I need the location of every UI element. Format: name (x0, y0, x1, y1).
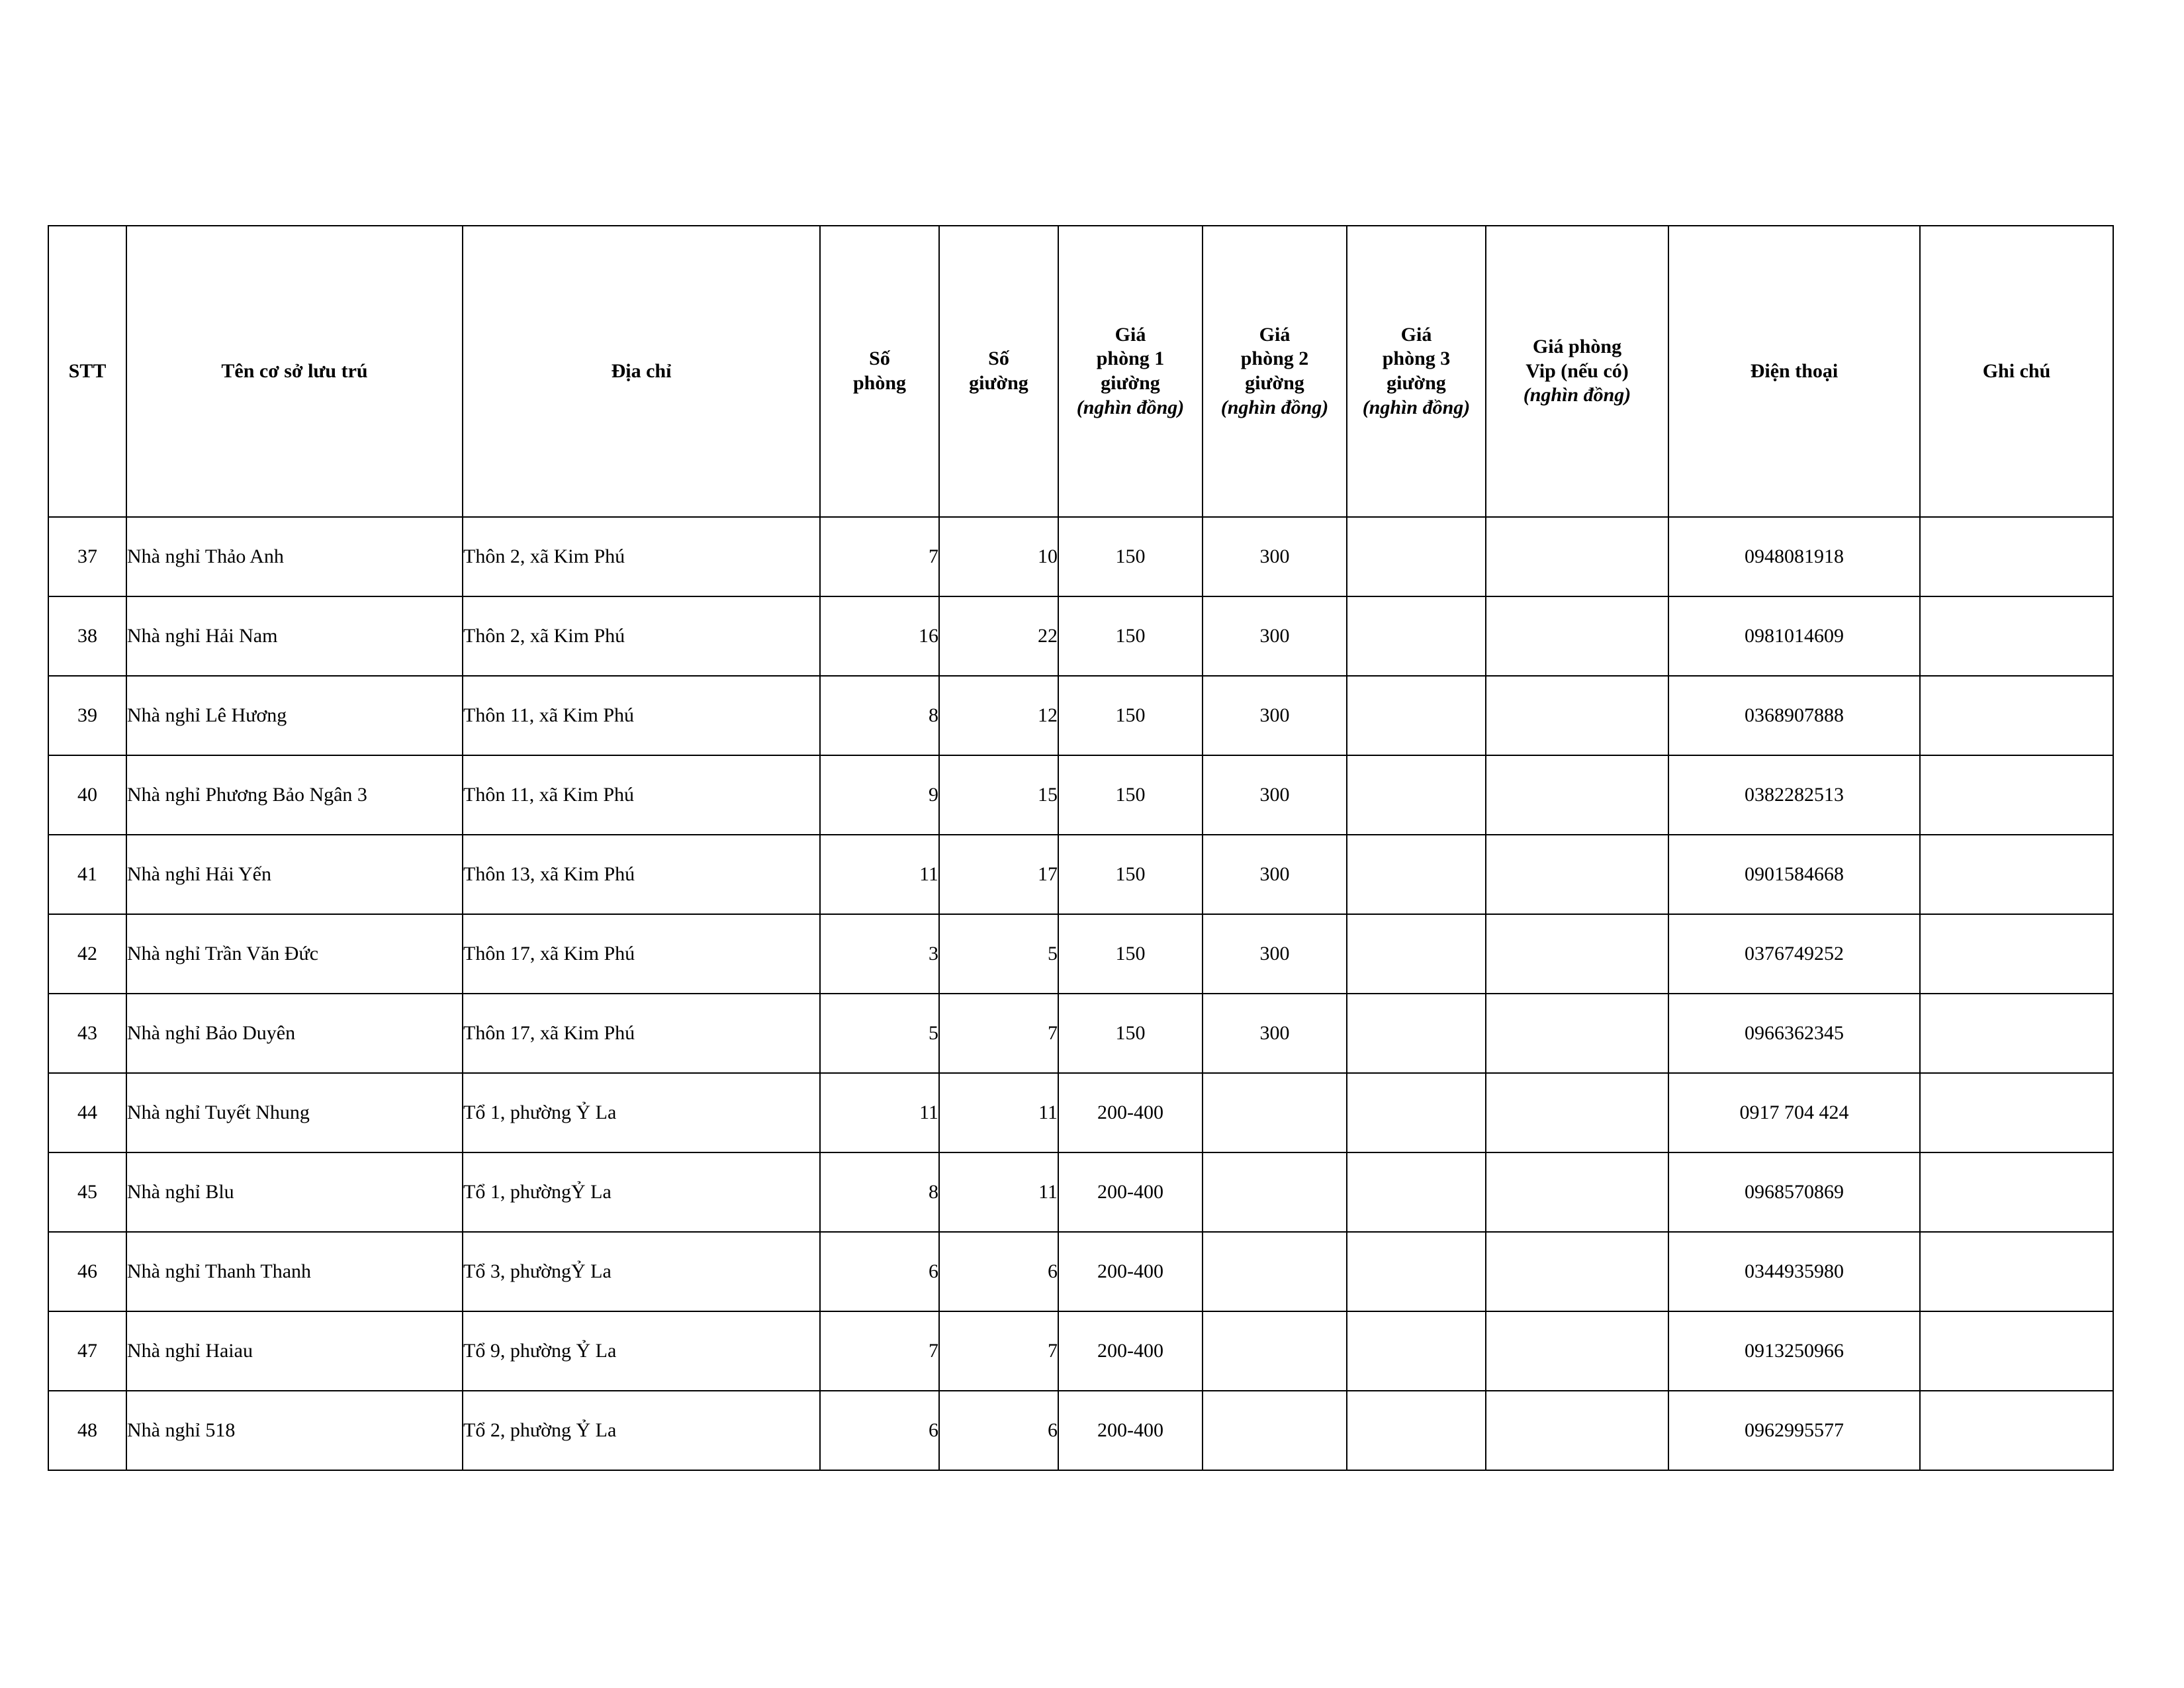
cell-name: Nhà nghỉ Tuyết Nhung (126, 1073, 463, 1152)
column-header-price1-line1: Giá (1115, 323, 1146, 346)
cell-price-1-bed: 200-400 (1058, 1311, 1203, 1391)
cell-rooms: 6 (820, 1391, 939, 1470)
column-header-price3-line2: phòng 3 (1382, 348, 1451, 370)
table-row (48, 1311, 2113, 1391)
table-row (48, 676, 2113, 755)
cell-price-2-bed: 300 (1203, 517, 1347, 596)
cell-name: Nhà nghỉ Lê Hương (126, 676, 463, 755)
cell-note (1920, 994, 2113, 1073)
cell-rooms: 8 (820, 1152, 939, 1232)
cell-price-2-bed (1203, 1152, 1347, 1232)
cell-rooms: 7 (820, 1311, 939, 1391)
cell-price-1-bed: 200-400 (1058, 1232, 1203, 1311)
column-header-price1-unit: (nghìn đồng) (1076, 396, 1185, 418)
cell-rooms: 6 (820, 1232, 939, 1311)
cell-phone: 0913250966 (1668, 1311, 1920, 1391)
cell-phone: 0368907888 (1668, 676, 1920, 755)
column-header-beds-line1: Số (988, 348, 1009, 370)
cell-address: Thôn 17, xã Kim Phú (463, 914, 820, 994)
table-row (48, 596, 2113, 676)
cell-phone: 0917 704 424 (1668, 1073, 1920, 1152)
table-row (48, 835, 2113, 914)
cell-price-3-bed (1347, 1073, 1486, 1152)
cell-price-1-bed: 150 (1058, 835, 1203, 914)
cell-price-1-bed: 200-400 (1058, 1152, 1203, 1232)
cell-address: Tổ 3, phườngỶ La (463, 1232, 820, 1311)
cell-phone: 0981014609 (1668, 596, 1920, 676)
cell-address: Thôn 13, xã Kim Phú (463, 835, 820, 914)
column-header-vip-line1: Giá phòng (1532, 336, 1622, 358)
table-row (48, 1391, 2113, 1470)
cell-stt: 38 (48, 596, 126, 676)
cell-phone: 0382282513 (1668, 755, 1920, 835)
cell-rooms: 3 (820, 914, 939, 994)
cell-stt: 42 (48, 914, 126, 994)
column-header-vip-unit: (nghìn đồng) (1523, 384, 1631, 406)
cell-price-2-bed (1203, 1073, 1347, 1152)
table-header (48, 226, 2113, 517)
cell-price-3-bed (1347, 835, 1486, 914)
column-header-vip-line2: Vip (nếu có) (1525, 359, 1629, 382)
cell-price-1-bed: 150 (1058, 676, 1203, 755)
cell-price-3-bed (1347, 517, 1486, 596)
table-row (48, 914, 2113, 994)
cell-price-3-bed (1347, 1311, 1486, 1391)
column-header-rooms-line1: Số (869, 348, 890, 370)
table-body (48, 517, 2113, 1470)
cell-price-vip (1486, 596, 1668, 676)
column-header-price2-line2: phòng 2 (1240, 348, 1309, 370)
cell-price-vip (1486, 914, 1668, 994)
cell-address: Thôn 17, xã Kim Phú (463, 994, 820, 1073)
cell-price-2-bed (1203, 1391, 1347, 1470)
cell-price-3-bed (1347, 755, 1486, 835)
cell-note (1920, 1073, 2113, 1152)
cell-stt: 46 (48, 1232, 126, 1311)
cell-price-vip (1486, 1152, 1668, 1232)
column-header-price1-line3: giường (1101, 372, 1160, 394)
cell-name: Nhà nghỉ Blu (126, 1152, 463, 1232)
column-header-price1-line2: phòng 1 (1096, 348, 1165, 370)
cell-note (1920, 1391, 2113, 1470)
cell-price-vip (1486, 1311, 1668, 1391)
cell-beds: 11 (939, 1152, 1058, 1232)
cell-price-vip (1486, 676, 1668, 755)
cell-price-vip (1486, 835, 1668, 914)
cell-stt: 44 (48, 1073, 126, 1152)
cell-stt: 48 (48, 1391, 126, 1470)
cell-name: Nhà nghỉ 518 (126, 1391, 463, 1470)
cell-price-vip (1486, 755, 1668, 835)
cell-rooms: 5 (820, 994, 939, 1073)
cell-rooms: 9 (820, 755, 939, 835)
cell-name: Nhà nghỉ Bảo Duyên (126, 994, 463, 1073)
cell-beds: 6 (939, 1391, 1058, 1470)
cell-address: Thôn 11, xã Kim Phú (463, 676, 820, 755)
cell-price-3-bed (1347, 1232, 1486, 1311)
table-row (48, 517, 2113, 596)
column-header-price3-line1: Giá (1400, 323, 1432, 346)
cell-phone: 0966362345 (1668, 994, 1920, 1073)
table-row (48, 994, 2113, 1073)
cell-phone: 0376749252 (1668, 914, 1920, 994)
column-header-price3-line3: giường (1387, 372, 1446, 394)
cell-stt: 40 (48, 755, 126, 835)
cell-rooms: 16 (820, 596, 939, 676)
column-header-name (126, 226, 463, 517)
cell-price-vip (1486, 1073, 1668, 1152)
cell-note (1920, 1232, 2113, 1311)
cell-price-1-bed: 150 (1058, 994, 1203, 1073)
cell-name: Nhà nghỉ Hải Nam (126, 596, 463, 676)
cell-price-3-bed (1347, 994, 1486, 1073)
cell-price-1-bed: 200-400 (1058, 1073, 1203, 1152)
column-header-price-2-bed (1203, 226, 1347, 517)
cell-note (1920, 1311, 2113, 1391)
cell-price-1-bed: 150 (1058, 755, 1203, 835)
cell-note (1920, 596, 2113, 676)
cell-stt: 45 (48, 1152, 126, 1232)
cell-stt: 39 (48, 676, 126, 755)
cell-beds: 12 (939, 676, 1058, 755)
cell-price-3-bed (1347, 596, 1486, 676)
cell-price-vip (1486, 517, 1668, 596)
cell-address: Thôn 2, xã Kim Phú (463, 596, 820, 676)
cell-stt: 41 (48, 835, 126, 914)
cell-address: Tổ 1, phườngỶ La (463, 1152, 820, 1232)
column-header-price-3-bed (1347, 226, 1486, 517)
cell-name: Nhà nghỉ Hải Yến (126, 835, 463, 914)
column-header-phone (1668, 226, 1920, 517)
column-header-price-1-bed (1058, 226, 1203, 517)
column-header-name-label: Tên cơ sở lưu trú (221, 359, 368, 382)
cell-address: Thôn 2, xã Kim Phú (463, 517, 820, 596)
cell-note (1920, 1152, 2113, 1232)
table-row (48, 1073, 2113, 1152)
cell-stt: 37 (48, 517, 126, 596)
cell-address: Tổ 1, phường Ỷ La (463, 1073, 820, 1152)
cell-address: Tổ 2, phường Ỷ La (463, 1391, 820, 1470)
cell-name: Nhà nghỉ Trần Văn Đức (126, 914, 463, 994)
cell-price-1-bed: 150 (1058, 914, 1203, 994)
cell-price-2-bed: 300 (1203, 755, 1347, 835)
cell-rooms: 11 (820, 835, 939, 914)
cell-name: Nhà nghỉ Thanh Thanh (126, 1232, 463, 1311)
column-header-stt (48, 226, 126, 517)
column-header-price2-line1: Giá (1259, 323, 1291, 346)
column-header-address (463, 226, 820, 517)
cell-price-vip (1486, 994, 1668, 1073)
cell-beds: 17 (939, 835, 1058, 914)
cell-price-3-bed (1347, 1391, 1486, 1470)
column-header-rooms-line2: phòng (852, 372, 907, 394)
cell-rooms: 7 (820, 517, 939, 596)
column-header-rooms (820, 226, 939, 517)
column-header-price3-unit: (nghìn đồng) (1362, 396, 1471, 418)
cell-phone: 0962995577 (1668, 1391, 1920, 1470)
cell-address: Tổ 9, phường Ỷ La (463, 1311, 820, 1391)
cell-phone: 0968570869 (1668, 1152, 1920, 1232)
cell-beds: 22 (939, 596, 1058, 676)
cell-rooms: 8 (820, 676, 939, 755)
table-row (48, 755, 2113, 835)
accommodation-table (48, 225, 2114, 1471)
column-header-note-label: Ghi chú (1982, 359, 2051, 382)
cell-price-1-bed: 200-400 (1058, 1391, 1203, 1470)
accommodation-table-container (48, 225, 2132, 1471)
cell-note (1920, 835, 2113, 914)
cell-price-2-bed (1203, 1232, 1347, 1311)
cell-price-2-bed: 300 (1203, 914, 1347, 994)
column-header-phone-label: Điện thoại (1750, 359, 1839, 382)
cell-beds: 7 (939, 994, 1058, 1073)
cell-phone: 0344935980 (1668, 1232, 1920, 1311)
column-header-price2-unit: (nghìn đồng) (1220, 396, 1329, 418)
column-header-address-label: Địa chỉ (611, 359, 672, 382)
cell-beds: 10 (939, 517, 1058, 596)
cell-name: Nhà nghỉ Haiau (126, 1311, 463, 1391)
cell-stt: 43 (48, 994, 126, 1073)
cell-name: Nhà nghỉ Phương Bảo Ngân 3 (126, 755, 463, 835)
table-header-row (48, 226, 2113, 517)
cell-beds: 5 (939, 914, 1058, 994)
column-header-price-vip (1486, 226, 1668, 517)
cell-price-2-bed: 300 (1203, 835, 1347, 914)
cell-stt: 47 (48, 1311, 126, 1391)
cell-price-3-bed (1347, 1152, 1486, 1232)
cell-beds: 6 (939, 1232, 1058, 1311)
cell-rooms: 11 (820, 1073, 939, 1152)
column-header-note (1920, 226, 2113, 517)
cell-address: Thôn 11, xã Kim Phú (463, 755, 820, 835)
cell-price-1-bed: 150 (1058, 596, 1203, 676)
cell-name: Nhà nghỉ Thảo Anh (126, 517, 463, 596)
cell-beds: 11 (939, 1073, 1058, 1152)
cell-beds: 7 (939, 1311, 1058, 1391)
cell-price-vip (1486, 1232, 1668, 1311)
column-header-beds (939, 226, 1058, 517)
column-header-price2-line3: giường (1245, 372, 1304, 394)
cell-note (1920, 755, 2113, 835)
cell-note (1920, 914, 2113, 994)
cell-price-2-bed: 300 (1203, 994, 1347, 1073)
cell-phone: 0948081918 (1668, 517, 1920, 596)
cell-price-2-bed: 300 (1203, 676, 1347, 755)
table-row (48, 1232, 2113, 1311)
cell-note (1920, 517, 2113, 596)
cell-price-1-bed: 150 (1058, 517, 1203, 596)
table-row (48, 1152, 2113, 1232)
cell-price-vip (1486, 1391, 1668, 1470)
column-header-stt-label: STT (68, 359, 107, 382)
cell-note (1920, 676, 2113, 755)
cell-phone: 0901584668 (1668, 835, 1920, 914)
cell-price-3-bed (1347, 914, 1486, 994)
cell-price-2-bed (1203, 1311, 1347, 1391)
column-header-beds-line2: giường (969, 372, 1028, 394)
cell-price-3-bed (1347, 676, 1486, 755)
cell-beds: 15 (939, 755, 1058, 835)
cell-price-2-bed: 300 (1203, 596, 1347, 676)
